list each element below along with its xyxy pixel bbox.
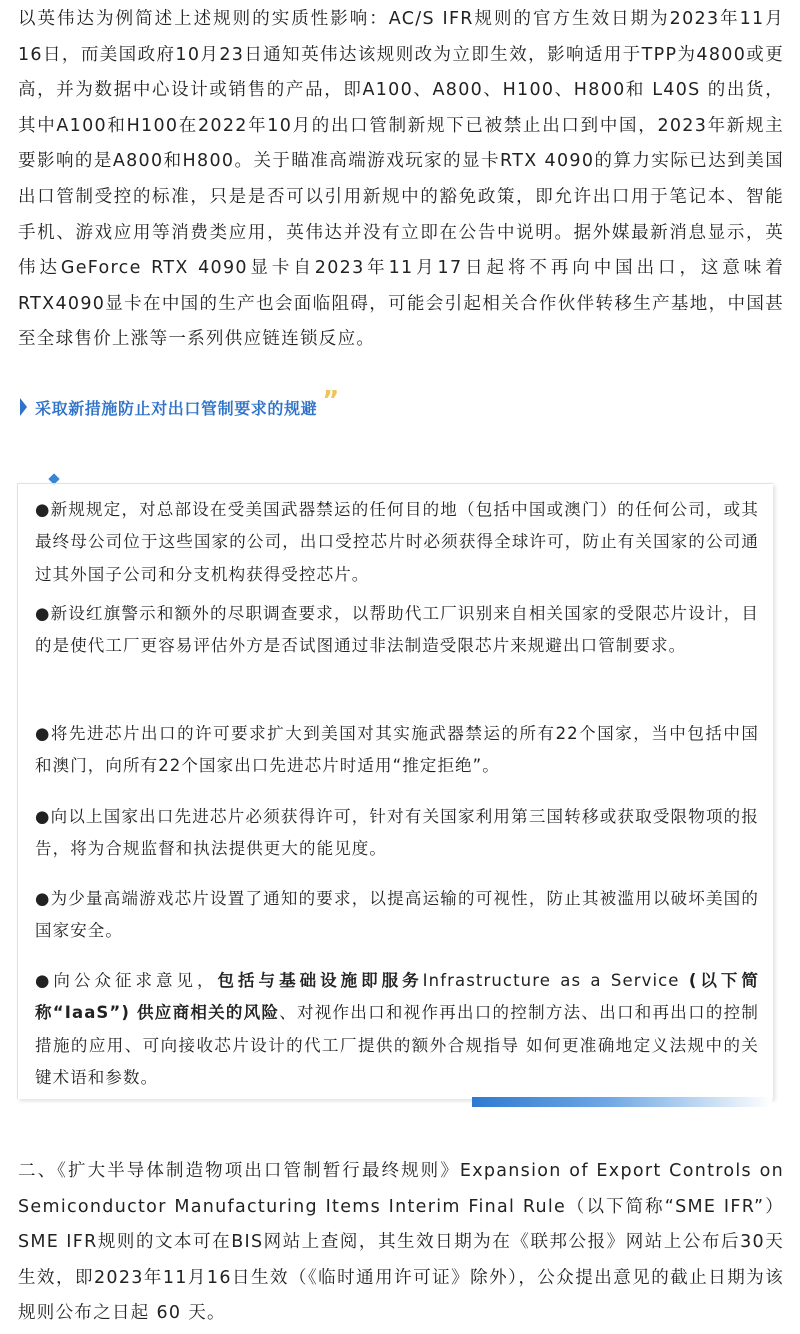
rule-item-emphasis: 包括与基础设施即服务 — [217, 971, 423, 990]
rule-item-emphasis: (以下简称“IaaS”) 供应商相关的风险 — [35, 971, 759, 1023]
section2-paragraph: 二、《扩大半导体制造物项出口管制暂行最终规则》Expansion of Export Controls on Semiconductor Manufacturing Items Interim Final Rule（以下简称“SME IFR”）SME IFR规则的文本可在BIS网站上查阅，其生效日期为在《联邦公报》网站上公布后30天生效，即2023年11月16日生效（《临时通用许可证》除外），公众提出意见的截止日期为该规则公布之日起 60 天。 — [18, 1161, 784, 1324]
rule-item: ●向以上国家出口先进芯片必须获得许可，针对有关国家利用第三国转移或获取受限物项的报告，将为合规监督和执法提供更大的能见度。 — [35, 807, 759, 859]
section-heading — [20, 386, 340, 422]
section-heading-text: 采取新措施防止对出口管制要求的规避 — [35, 398, 318, 418]
rule-item — [35, 965, 759, 1095]
rule-item-text: 、对视作出口和视作再出口的控制方法、出口和再出口的控制措施的应用、可向接收芯片设计的代工厂提供的额外合规指导 如何更准确地定义法规中的关键术语和参数。 — [35, 1003, 760, 1088]
rule-item: ●将先进芯片出口的许可要求扩大到美国对其实施武器禁运的所有22个国家，当中包括中国和澳门，向所有22个国家出口先进芯片时适用“推定拒绝”。 — [35, 724, 759, 776]
accent-bar — [472, 1097, 772, 1107]
rule-item: ●新规规定，对总部设在受美国武器禁运的任何目的地（包括中国或澳门）的任何公司，或其最终母公司位于这些国家的公司，出口受控芯片时必须获得全球许可，防止有关国家的公司通过其外国子公司和分支机构获得受控芯片。 — [35, 500, 759, 584]
rule-item-text: ●向公众征求意见， — [35, 971, 218, 990]
play-marker-icon — [20, 398, 27, 416]
rule-item: ●新设红旗警示和额外的尽职调查要求，以帮助代工厂识别来自相关国家的受限芯片设计，目的是使代工厂更容易评估外方是否试图通过非法制造受限芯片来规避出口管制要求。 — [35, 604, 759, 656]
rule-item: ●为少量高端游戏芯片设置了通知的要求，以提高运输的可视性，防止其被滥用以破坏美国的国家安全。 — [35, 889, 759, 941]
quote-icon: ” — [322, 386, 340, 416]
rule-item-text: Infrastructure as a Service — [422, 971, 689, 990]
intro-paragraph: 以英伟达为例简述上述规则的实质性影响：AC/S IFR规则的官方生效日期为2023年11月16日，而美国政府10月23日通知英伟达该规则改为立即生效，影响适用于TPP为4800或更高，并为数据中心设计或销售的产品，即A100、A800、H100、H800和 L40S 的出货，其中A100和H100在2022年10月的出口管制新规下已被禁止出口到中国，2023年新规主要影响的是A800和H800。关于瞄准高端游戏玩家的显卡RTX 4090的算力实际已达到美国出口管制受控的标准，只是是否可以引用新规中的豁免政策，即允许出口用于笔记本、智能手机、游戏应用等消费类应用，英伟达并没有立即在公告中说明。据外媒最新消息显示，英伟达GeForce RTX 4090显卡自2023年11月17日起将不再向中国出口，这意味着RTX4090显卡在中国的生产也会面临阻碍，可能会引起相关合作伙伴转移生产基地，中国甚至全球售价上涨等一系列供应链连锁反应。 — [18, 9, 784, 350]
